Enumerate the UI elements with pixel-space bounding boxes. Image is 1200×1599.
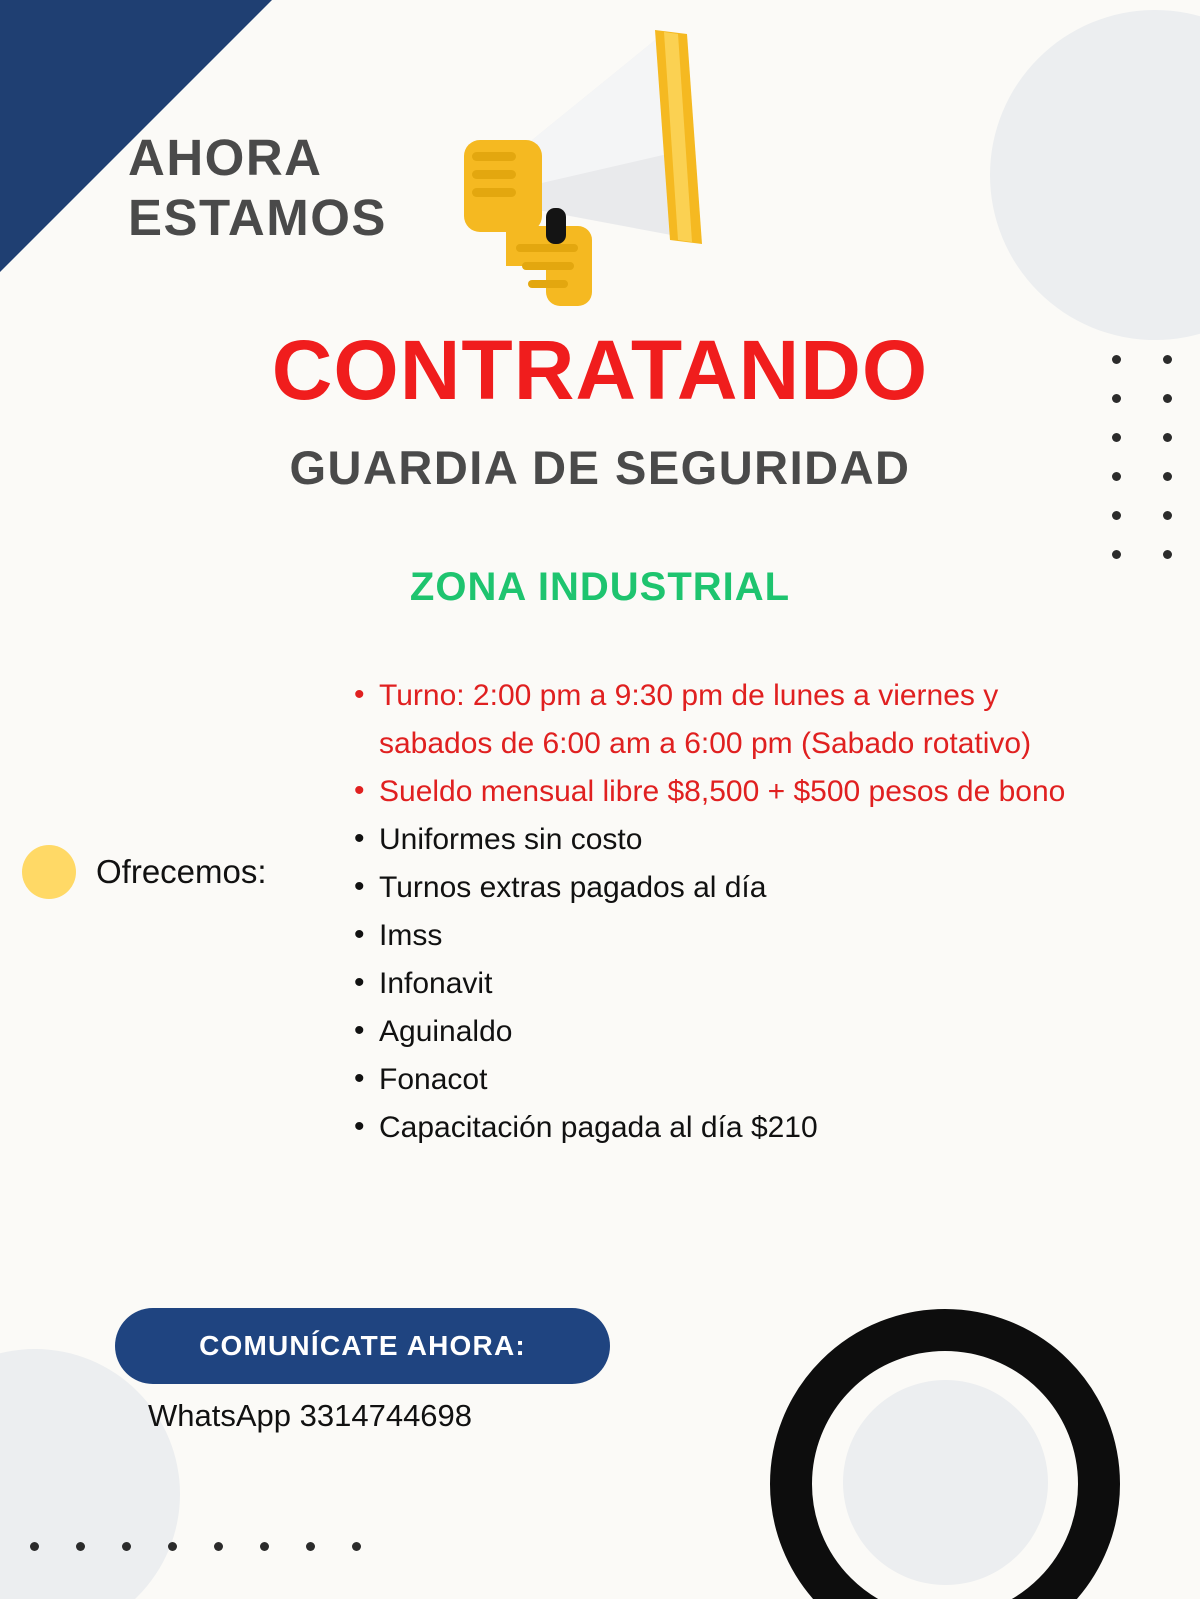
list-item: • Capacitación pagada al día $210 [352,1104,1092,1152]
offers-list [352,672,1092,1152]
yellow-dot-icon [22,845,76,899]
dot [1112,511,1121,520]
dot [76,1542,85,1551]
contact-cta-button[interactable]: COMUNÍCATE AHORA: [115,1308,610,1384]
dot [1163,550,1172,559]
offers-label: Ofrecemos: [96,853,267,890]
kicker-line-2: ESTAMOS [128,189,387,247]
kicker-line-1: AHORA [128,129,323,186]
list-item: • Infonavit [352,960,1092,1008]
page-subtitle: GUARDIA DE SEGURIDAD [289,441,911,494]
megaphone-icon [450,12,740,322]
dot [30,1542,39,1551]
whatsapp-contact[interactable]: WhatsApp 3314744698 [148,1398,473,1433]
list-item: • Aguinaldo [352,1008,1092,1056]
page-title: CONTRATANDO [271,323,929,417]
zone-label: ZONA INDUSTRIAL [409,565,791,609]
list-item: • Sueldo mensual libre $8,500 + $500 pesos de bono [352,768,1092,816]
list-item: • Turno: 2:00 pm a 9:30 pm de lunes a viernes y sabados de 6:00 am a 6:00 pm (Sabado rotativo) [352,672,1092,768]
dot [122,1542,131,1551]
dot [260,1542,269,1551]
dot [1163,511,1172,520]
bottom-right-ring-decoration [770,1309,1120,1599]
dot [306,1542,315,1551]
list-item: • Turnos extras pagados al día [352,864,1092,912]
page-kicker [128,128,387,248]
dot [1112,550,1121,559]
offers-label-group [22,845,267,899]
list-item: • Uniformes sin costo [352,816,1092,864]
list-item: • Fonacot [352,1056,1092,1104]
dot [352,1542,361,1551]
top-right-circle-decoration [990,10,1200,340]
dot [168,1542,177,1551]
dot-row-decoration [30,1542,361,1551]
dot [214,1542,223,1551]
bottom-left-circle-decoration [0,1349,180,1599]
list-item: • Imss [352,912,1092,960]
